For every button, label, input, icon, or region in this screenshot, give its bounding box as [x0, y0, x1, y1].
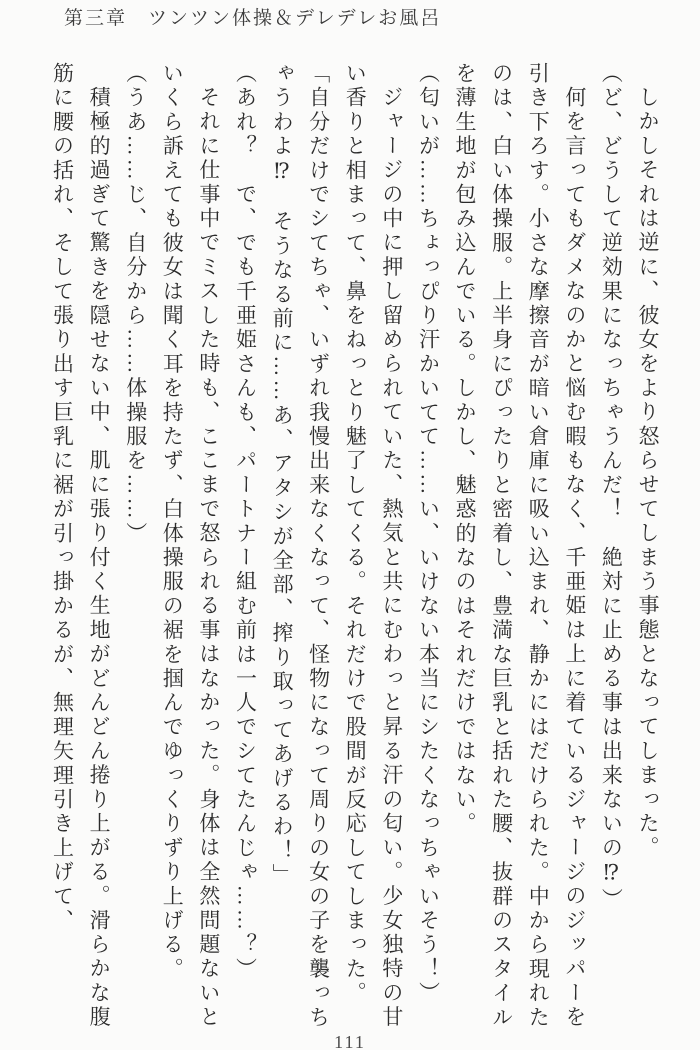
text-line: 何を言ってもダメなのかと悩む暇もなく、千亜姫は上に着ているジャージのジッパーを — [562, 86, 587, 1030]
text-line: のは、白い体操服。上半身にぴったりと密着し、豊満な巨乳と括れた腰、抜群のスタイル — [489, 62, 514, 1030]
text-line: しかしそれは逆に、彼女をより怒らせてしまう事態となってしまった。 — [636, 86, 660, 861]
text-line: を薄生地が包み込んでいる。しかし、魅惑的なのはそれだけではない。 — [453, 62, 478, 837]
page-number: 111 — [334, 1032, 366, 1050]
text-line: い香りと相まって、鼻をねっとり魅了してくる。それだけで股間が反応してしまった。 — [343, 62, 368, 1006]
text-line: （匂いが……ちょっぴり汗かいてて……い、いけない本当にシたくなっちゃいそう！） — [416, 62, 441, 1006]
text-line: それに仕事中でミスした時も、ここまで怒られる事はなかった。身体は全然問題ないと — [196, 86, 221, 1030]
text-line: ゃうわよ⁉ そうなる前に……あ、アタシが全部、搾り取ってあげるわ！」 — [270, 62, 295, 888]
page-body-text — [44, 62, 666, 1048]
text-line: いくら訴えても彼女は聞く耳を持たず、白体操服の裾を掴んでゆっくりずり上げる。 — [160, 62, 185, 982]
text-line: 積極的過ぎて驚きを隠せない中、肌に張り付く生地がどんどん捲り上がる。滑らかな腹 — [87, 86, 112, 1030]
text-line: 筋に腰の括れ、そして張り出す巨乳に裾が引っ掛かるが、無理矢理引き上げて、 — [50, 62, 75, 934]
text-line: 引き下ろす。小さな摩擦音が暗い倉庫に吸い込まれ、静かにはだけられた。中から現れた — [526, 62, 551, 1030]
text-line: （ど、どうして逆効果になっちゃうんだ！ 絶対に止める事は出来ないの⁉） — [599, 62, 624, 912]
text-line: 「自分だけでシてちゃ、いずれ我慢出来なくなって、怪物になって周りの女の子を襲っち — [306, 62, 331, 1030]
text-line: （あれ？ で、でも千亜姫さんも、パートナー組む前は一人でシてたんじゃ……？） — [233, 62, 258, 982]
text-line: （うあ……じ、自分から……体操服を……） — [123, 62, 148, 546]
text-line: ジャージの中に押し留められていた、熱気と共にむわっと昇る汗の匂い。少女独特の甘 — [379, 86, 404, 1030]
chapter-title: 第三章 ツンツン体操＆デレデレお風呂 — [64, 8, 442, 29]
